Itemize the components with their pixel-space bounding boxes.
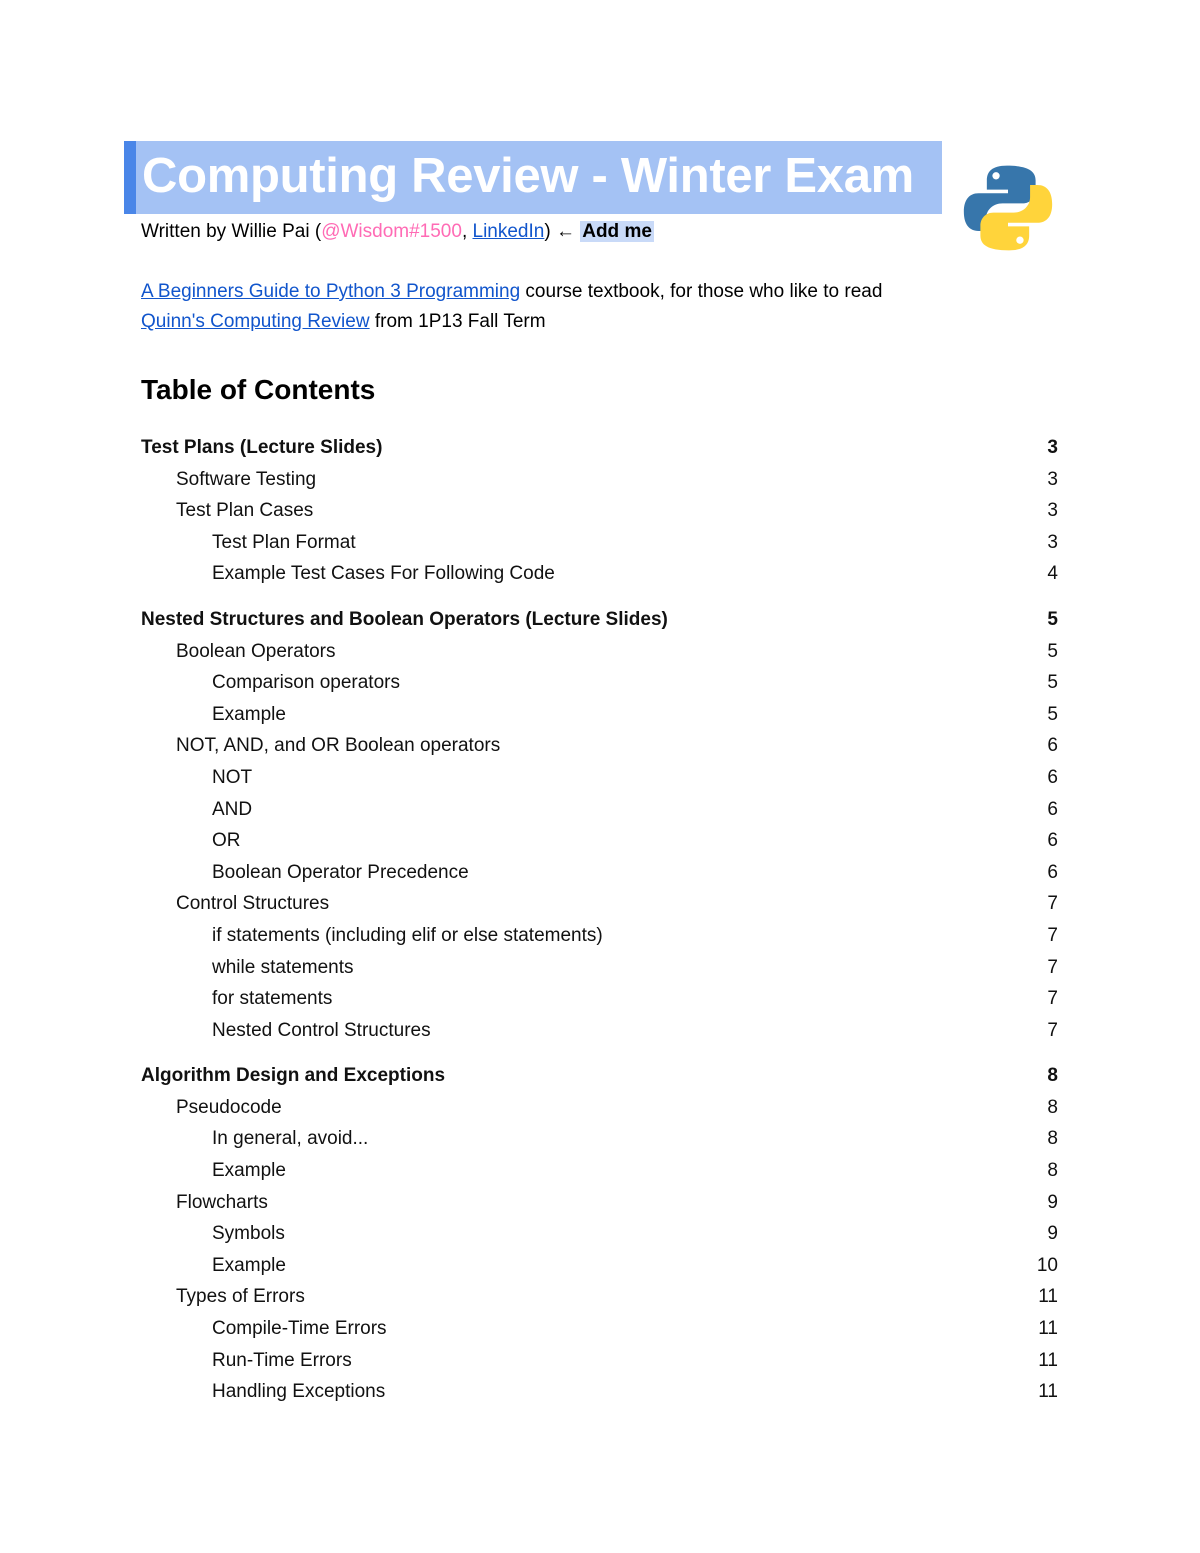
toc-entry[interactable] [141, 432, 1058, 464]
intro-paragraph [141, 277, 1041, 337]
toc-entry-label: Nested Control Structures [212, 1019, 431, 1041]
add-me-label: Add me [582, 221, 652, 242]
document-title-banner [124, 141, 942, 214]
toc-entry-label: Boolean Operators [176, 640, 336, 662]
toc-entry-page: 7 [1047, 956, 1058, 978]
toc-entry-label: In general, avoid... [212, 1128, 369, 1150]
toc-entry-page: 6 [1047, 830, 1058, 852]
toc-entry-label: AND [212, 798, 253, 820]
toc-entry-label: Pseudocode [176, 1096, 282, 1118]
toc-entry-label: Test Plans (Lecture Slides) [141, 437, 383, 458]
toc-section [141, 1060, 1058, 1408]
toc-section [141, 432, 1058, 590]
toc-entry-label: NOT [212, 766, 253, 788]
toc-entry-label: Example [212, 1160, 286, 1182]
author-byline [141, 218, 654, 246]
toc-entry-page: 7 [1047, 924, 1058, 946]
toc-entry[interactable] [141, 920, 1058, 952]
toc-entry[interactable] [141, 1060, 1058, 1092]
toc-entry-page: 8 [1047, 1128, 1058, 1150]
table-of-contents [141, 432, 1058, 1422]
toc-entry[interactable] [141, 558, 1058, 590]
toc-entry-page: 3 [1047, 468, 1058, 490]
toc-entry[interactable] [141, 1313, 1058, 1345]
toc-entry[interactable] [141, 857, 1058, 889]
toc-entry-label: Example [212, 703, 286, 725]
toc-entry[interactable] [141, 1345, 1058, 1377]
toc-entry[interactable] [141, 825, 1058, 857]
toc-entry[interactable] [141, 1218, 1058, 1250]
toc-entry-label: Compile-Time Errors [212, 1318, 387, 1340]
toc-entry[interactable] [141, 1187, 1058, 1219]
toc-entry-page: 5 [1047, 672, 1058, 694]
toc-entry-page: 7 [1047, 1019, 1058, 1041]
toc-entry-page: 11 [1038, 1286, 1058, 1308]
toc-entry-page: 7 [1047, 893, 1058, 915]
toc-entry-page: 8 [1047, 1096, 1058, 1118]
toc-entry-page: 6 [1047, 766, 1058, 788]
toc-entry[interactable] [141, 730, 1058, 762]
toc-entry-label: Software Testing [176, 468, 317, 490]
toc-entry[interactable] [141, 983, 1058, 1015]
linkedin-link[interactable]: LinkedIn [472, 221, 545, 242]
toc-entry[interactable] [141, 1376, 1058, 1408]
toc-section [141, 604, 1058, 1046]
toc-entry-label: if statements (including elif or else statements) [212, 924, 603, 946]
toc-heading: Table of Contents [141, 374, 376, 405]
textbook-suffix: course textbook, for those who like to read [520, 281, 883, 302]
toc-entry-label: for statements [212, 988, 333, 1010]
toc-entry[interactable] [141, 464, 1058, 496]
toc-entry-label: Run-Time Errors [212, 1349, 352, 1371]
document-title: Computing Review - Winter Exam [142, 149, 914, 203]
toc-entry-label: NOT, AND, and OR Boolean operators [176, 735, 501, 757]
toc-entry-page: 8 [1047, 1065, 1058, 1087]
toc-entry-page: 10 [1036, 1254, 1058, 1276]
toc-entry-label: Test Plan Format [212, 531, 356, 553]
toc-entry-page: 11 [1038, 1381, 1058, 1403]
byline-separator: , [461, 221, 473, 242]
toc-entry[interactable] [141, 1250, 1058, 1282]
python-logo-icon [962, 162, 1054, 254]
toc-entry[interactable] [141, 604, 1058, 636]
toc-entry-page: 3 [1047, 437, 1058, 458]
toc-entry[interactable] [141, 667, 1058, 699]
toc-entry[interactable] [141, 636, 1058, 668]
toc-entry[interactable] [141, 495, 1058, 527]
toc-entry-page: 5 [1047, 640, 1058, 662]
textbook-link[interactable]: A Beginners Guide to Python 3 Programming [141, 281, 521, 302]
toc-entry-label: OR [212, 830, 241, 852]
toc-entry-page: 7 [1047, 988, 1058, 1010]
toc-entry-label: Comparison operators [212, 672, 400, 694]
toc-entry-page: 11 [1038, 1318, 1058, 1340]
toc-entry-label: while statements [212, 956, 354, 978]
toc-entry-label: Control Structures [176, 893, 330, 915]
discord-handle: @Wisdom#1500 [321, 221, 462, 242]
toc-entry-page: 11 [1038, 1349, 1058, 1371]
byline-prefix: Written by Willie Pai ( [141, 221, 322, 242]
review-suffix: from 1P13 Fall Term [369, 311, 546, 332]
toc-entry-page: 6 [1047, 735, 1058, 757]
toc-entry[interactable] [141, 888, 1058, 920]
toc-entry-page: 3 [1047, 531, 1058, 553]
toc-entry[interactable] [141, 1123, 1058, 1155]
toc-entry-page: 3 [1047, 500, 1058, 522]
toc-entry-page: 9 [1047, 1191, 1058, 1213]
toc-entry-label: Handling Exceptions [212, 1381, 386, 1403]
toc-entry-label: Algorithm Design and Exceptions [141, 1065, 446, 1087]
toc-entry-page: 5 [1047, 703, 1058, 725]
title-accent-bar [124, 141, 136, 214]
toc-entry-page: 4 [1047, 563, 1058, 585]
toc-entry-label: Example Test Cases For Following Code [212, 563, 555, 585]
review-link[interactable]: Quinn's Computing Review [141, 311, 370, 332]
toc-entry-label: Types of Errors [176, 1286, 305, 1308]
toc-entry-label: Example [212, 1254, 286, 1276]
toc-entry[interactable] [141, 1015, 1058, 1047]
toc-entry-page: 9 [1047, 1223, 1058, 1245]
toc-entry[interactable] [141, 952, 1058, 984]
toc-entry-page: 5 [1047, 608, 1058, 630]
toc-entry-label: Boolean Operator Precedence [212, 861, 469, 883]
toc-entry-page: 6 [1047, 861, 1058, 883]
toc-entry[interactable] [141, 1092, 1058, 1124]
toc-entry-label: Symbols [212, 1223, 285, 1245]
toc-entry[interactable] [141, 527, 1058, 559]
toc-entry-label: Flowcharts [176, 1191, 268, 1213]
toc-entry[interactable] [141, 794, 1058, 826]
byline-close: ) ← [544, 221, 581, 242]
toc-entry[interactable] [141, 762, 1058, 794]
toc-entry-label: Test Plan Cases [176, 500, 314, 522]
toc-entry-label: Nested Structures and Boolean Operators (Lecture Slides) [141, 608, 668, 630]
toc-entry[interactable] [141, 1155, 1058, 1187]
toc-entry[interactable] [141, 1281, 1058, 1313]
toc-entry-page: 8 [1047, 1160, 1058, 1182]
toc-entry[interactable] [141, 699, 1058, 731]
toc-entry-page: 6 [1047, 798, 1058, 820]
